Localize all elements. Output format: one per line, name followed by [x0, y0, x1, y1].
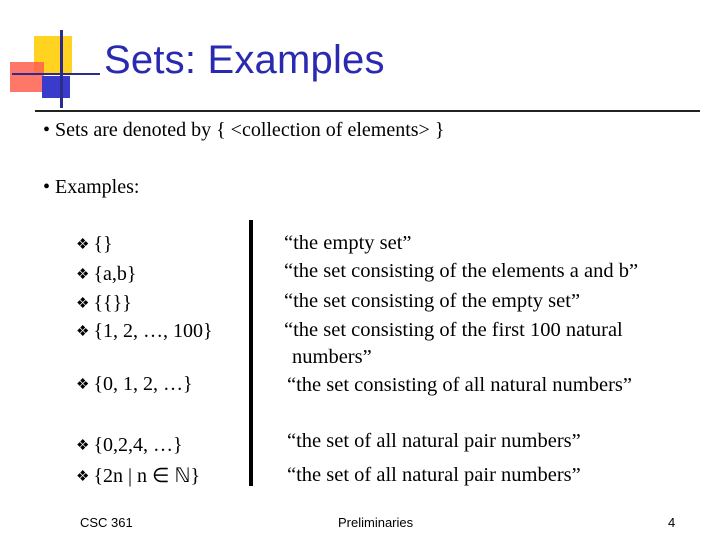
- diamond-bullet-icon: ❖: [76, 267, 90, 283]
- description-text: “the set of all natural pair numbers”: [287, 430, 581, 452]
- decor-vertical-line: [60, 30, 63, 108]
- decor-red-square: [10, 62, 44, 92]
- example-item: [76, 320, 213, 343]
- example-item: [76, 373, 193, 396]
- description-text: “the set of all natural pair numbers”: [287, 464, 581, 486]
- column-divider: [249, 220, 253, 486]
- diamond-bullet-icon: ❖: [76, 469, 90, 485]
- example-text: {a,b}: [93, 263, 137, 285]
- footer-course: CSC 361: [80, 515, 133, 530]
- description-text: “the empty set”: [284, 232, 412, 254]
- example-text: {1, 2, …, 100}: [93, 320, 213, 342]
- bullet-notation: • Sets are denoted by { <collection of elements> }: [43, 119, 445, 141]
- decor-horizontal-line: [12, 73, 100, 75]
- description-text: “the set consisting of all natural numbers”: [287, 374, 632, 396]
- example-item: [76, 434, 183, 457]
- example-text: {2n | n ∈ ℕ}: [93, 465, 201, 487]
- diamond-bullet-icon: ❖: [76, 438, 90, 454]
- description-text: “the set consisting of the first 100 natural: [284, 319, 623, 341]
- diamond-bullet-icon: ❖: [76, 296, 90, 312]
- decor-blue-square: [42, 76, 70, 98]
- example-item: [76, 263, 137, 286]
- bullet-examples: • Examples:: [43, 176, 140, 198]
- description-text: “the set consisting of the elements a and b”: [284, 260, 639, 282]
- diamond-bullet-icon: ❖: [76, 324, 90, 340]
- description-text: “the set consisting of the empty set”: [284, 290, 581, 312]
- title-divider: [35, 110, 700, 112]
- example-text: {0,2,4, …}: [93, 434, 183, 456]
- footer-topic: Preliminaries: [338, 515, 414, 530]
- example-item: [76, 233, 113, 256]
- footer-page-number: 4: [668, 515, 676, 530]
- example-text: {}: [93, 233, 113, 255]
- diamond-bullet-icon: ❖: [76, 377, 90, 393]
- example-item: [76, 292, 132, 315]
- example-item: [76, 463, 200, 488]
- diamond-bullet-icon: ❖: [76, 237, 90, 253]
- description-text: numbers”: [292, 346, 372, 368]
- example-text: {0, 1, 2, …}: [93, 373, 193, 395]
- example-text: {{}}: [93, 292, 132, 314]
- slide-title: Sets: Examples: [104, 38, 385, 82]
